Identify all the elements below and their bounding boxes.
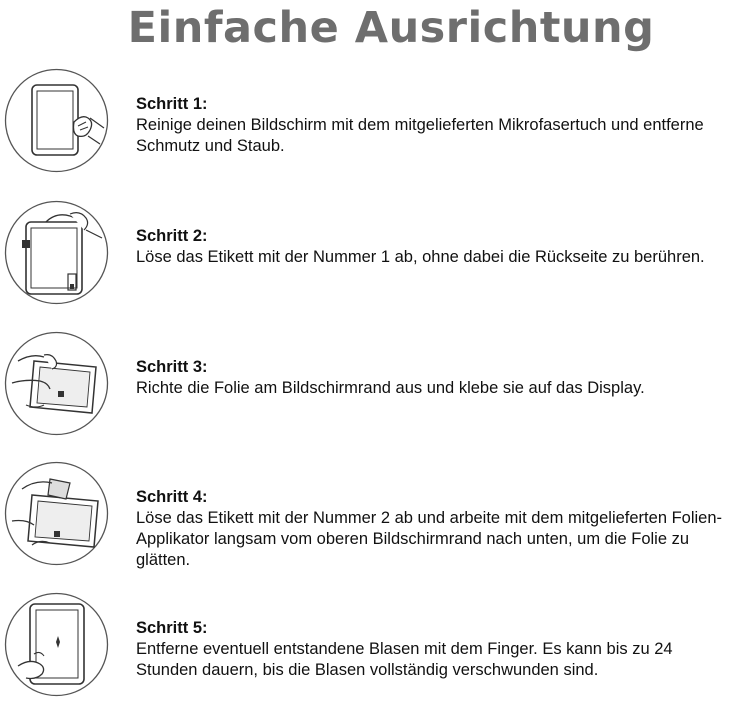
step-3-text: Richte die Folie am Bildschirmrand aus und klebe sie auf das Display. (136, 379, 645, 397)
step-4-heading: Schritt 4: (136, 488, 208, 506)
step-2-text: Löse das Etikett mit der Nummer 1 ab, ohne dabei die Rückseite zu berühren. (136, 248, 705, 266)
align-film-icon (4, 331, 109, 436)
step-1 (0, 68, 733, 188)
page-title: Einfache Ausrichtung (127, 3, 655, 53)
step-5-heading: Schritt 5: (136, 619, 208, 637)
peel-label-1-icon (4, 200, 109, 305)
step-4 (0, 461, 733, 581)
step-3-heading: Schritt 3: (136, 358, 208, 376)
step-2 (0, 200, 733, 320)
step-1-text: Reinige deinen Bildschirm mit dem mitgelieferten Mikrofasertuch und entferne Schmutz und Staub. (136, 116, 704, 155)
step-2-heading: Schritt 2: (136, 227, 208, 245)
remove-bubbles-icon (4, 592, 109, 697)
step-1-heading: Schritt 1: (136, 95, 208, 113)
step-5 (0, 592, 733, 712)
step-3 (0, 331, 733, 451)
screen-wipe-icon (4, 68, 109, 173)
step-4-text: Löse das Etikett mit der Nummer 2 ab und arbeite mit dem mitgelieferten Folien-Applikator langsam vom oberen Bildschirmrand nach unten, um die Folie zu glätten. (136, 509, 723, 569)
applicator-smooth-icon (4, 461, 109, 566)
step-5-text: Entferne eventuell entstandene Blasen mit dem Finger. Es kann bis zu 24 Stunden dauern, bis die Blasen vollständig verschwunden sind. (136, 640, 673, 679)
